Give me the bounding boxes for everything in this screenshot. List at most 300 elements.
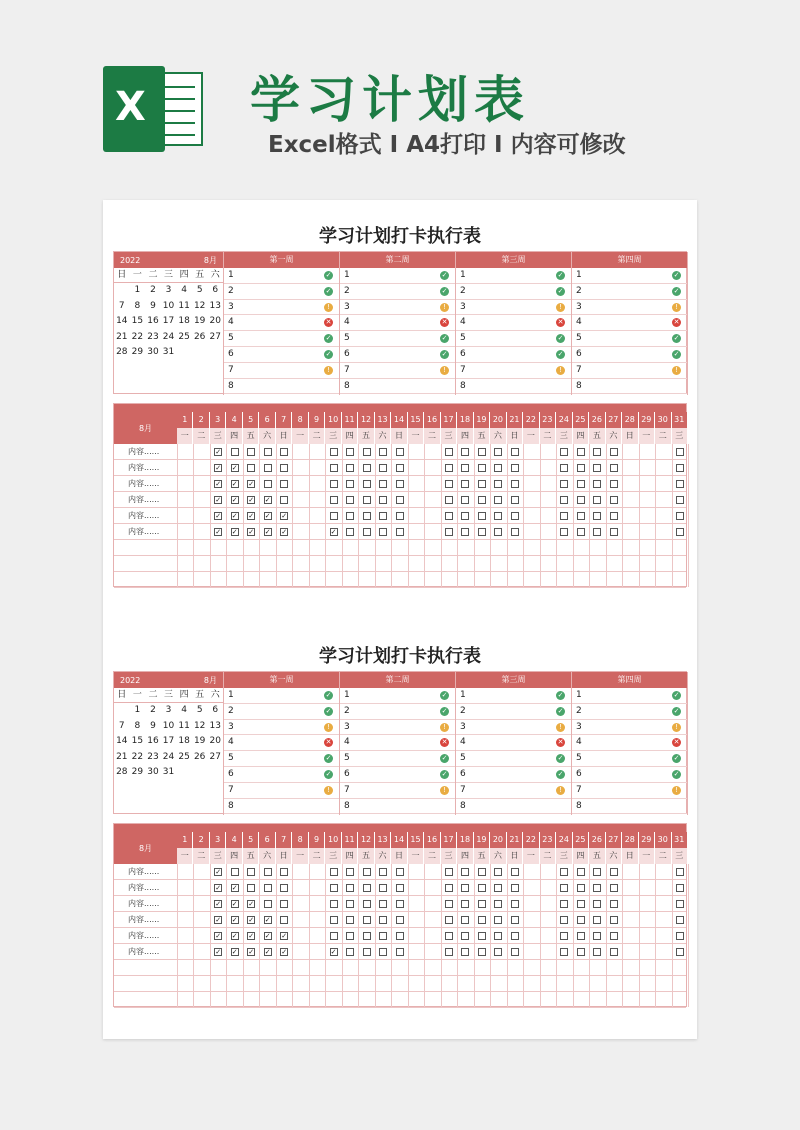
item-number: 7 [344, 784, 350, 795]
checkbox[interactable] [379, 900, 387, 908]
checkbox[interactable] [676, 464, 684, 472]
checkbox[interactable] [330, 900, 338, 908]
checkbox[interactable] [511, 448, 519, 456]
mini-calendar [114, 252, 224, 395]
checkbox[interactable] [396, 480, 404, 488]
checkbox[interactable] [247, 868, 255, 876]
checkbox-checked[interactable]: ✓ [248, 932, 255, 940]
checkbox[interactable] [461, 948, 469, 956]
checkbox[interactable] [330, 464, 338, 472]
checkbox-checked[interactable]: ✓ [215, 884, 222, 892]
checkbox[interactable] [346, 932, 354, 940]
checkbox[interactable] [445, 868, 453, 876]
checkbox[interactable] [396, 932, 404, 940]
calendar-row [114, 299, 223, 315]
checkbox[interactable] [330, 868, 338, 876]
checkbox[interactable] [610, 916, 618, 924]
checkbox[interactable] [511, 916, 519, 924]
checkbox[interactable] [560, 448, 568, 456]
checkbox[interactable] [379, 448, 387, 456]
checkbox[interactable] [478, 528, 486, 536]
grid-divider [193, 444, 194, 587]
checkbox[interactable] [445, 884, 453, 892]
checkbox[interactable] [593, 512, 601, 520]
checkbox[interactable] [560, 512, 568, 520]
checkbox[interactable] [445, 948, 453, 956]
checkbox-checked[interactable]: ✓ [330, 948, 337, 956]
week-item [340, 720, 455, 736]
checkbox[interactable] [610, 528, 618, 536]
checkbox[interactable] [379, 868, 387, 876]
week-item [340, 268, 455, 284]
checkbox-checked[interactable]: ✓ [248, 948, 255, 956]
checkbox-checked[interactable]: ✓ [215, 948, 222, 956]
checkbox[interactable] [511, 496, 519, 504]
checkbox[interactable] [560, 948, 568, 956]
checkbox[interactable] [676, 916, 684, 924]
table-row [114, 976, 686, 992]
checkbox[interactable] [346, 900, 354, 908]
calendar-row [114, 345, 223, 361]
grid-divider [639, 864, 640, 1007]
day-weekday: 日 [391, 428, 407, 444]
checkbox[interactable] [363, 480, 371, 488]
checkbox[interactable] [676, 932, 684, 940]
calendar-day: 20 [209, 736, 221, 746]
checkbox[interactable] [445, 932, 453, 940]
checkbox-checked[interactable]: ✓ [215, 496, 222, 504]
checkbox[interactable] [478, 900, 486, 908]
checkbox[interactable] [396, 496, 404, 504]
checkbox-checked[interactable]: ✓ [248, 496, 255, 504]
checkbox-checked[interactable]: ✓ [248, 512, 255, 520]
week-item [572, 688, 687, 704]
checkbox[interactable] [461, 480, 469, 488]
checkbox[interactable] [610, 480, 618, 488]
checkbox[interactable] [363, 868, 371, 876]
checkbox[interactable] [676, 480, 684, 488]
checkbox[interactable] [560, 884, 568, 892]
checkbox[interactable] [346, 528, 354, 536]
checkbox[interactable] [280, 884, 288, 892]
checkbox[interactable] [494, 932, 502, 940]
checkbox[interactable] [577, 932, 585, 940]
check-icon: ✓ [557, 271, 564, 279]
item-number: 2 [228, 705, 234, 716]
checkbox[interactable] [461, 528, 469, 536]
checkbox[interactable] [610, 496, 618, 504]
checkbox[interactable] [461, 916, 469, 924]
checkbox-checked[interactable]: ✓ [215, 448, 222, 456]
checkbox[interactable] [330, 496, 338, 504]
checkbox[interactable] [610, 948, 618, 956]
checkbox[interactable] [494, 868, 502, 876]
checkbox[interactable] [379, 480, 387, 488]
checkbox[interactable] [610, 900, 618, 908]
checkbox-checked[interactable]: ✓ [215, 464, 222, 472]
checkbox-checked[interactable]: ✓ [330, 528, 337, 536]
checkbox[interactable] [494, 480, 502, 488]
checkbox[interactable] [396, 900, 404, 908]
checkbox[interactable] [494, 916, 502, 924]
checkbox[interactable] [346, 496, 354, 504]
checkbox[interactable] [560, 464, 568, 472]
checkbox[interactable] [577, 496, 585, 504]
checkbox[interactable] [577, 884, 585, 892]
checkbox[interactable] [577, 480, 585, 488]
checkbox-checked[interactable]: ✓ [281, 948, 288, 956]
checkbox[interactable] [511, 884, 519, 892]
checkbox[interactable] [379, 884, 387, 892]
checkbox[interactable] [264, 464, 272, 472]
checkbox[interactable] [593, 948, 601, 956]
item-number: 7 [460, 784, 466, 795]
checkbox[interactable] [330, 884, 338, 892]
checkbox-checked[interactable]: ✓ [248, 528, 255, 536]
checkbox[interactable] [577, 948, 585, 956]
checkbox[interactable] [676, 948, 684, 956]
checkbox-checked[interactable]: ✓ [215, 868, 222, 876]
item-number: 1 [576, 690, 582, 700]
checkbox-checked[interactable]: ✓ [264, 948, 271, 956]
checkbox[interactable] [577, 868, 585, 876]
checkbox[interactable] [676, 448, 684, 456]
checkbox[interactable] [560, 900, 568, 908]
checkbox[interactable] [280, 900, 288, 908]
checkbox[interactable] [280, 496, 288, 504]
checkbox[interactable] [560, 868, 568, 876]
item-number: 7 [228, 784, 234, 795]
checkbox[interactable] [363, 900, 371, 908]
checkbox[interactable] [494, 496, 502, 504]
checkbox[interactable] [577, 528, 585, 536]
checkbox[interactable] [396, 464, 404, 472]
checkbox-checked[interactable]: ✓ [281, 512, 288, 520]
calendar-day: 17 [162, 736, 175, 746]
checkbox[interactable] [577, 448, 585, 456]
checkbox-checked[interactable]: ✓ [215, 480, 222, 488]
item-number: 5 [460, 333, 466, 344]
checkbox[interactable] [478, 448, 486, 456]
warning-icon: ! [556, 366, 565, 375]
checkbox[interactable] [363, 464, 371, 472]
checkbox[interactable] [247, 884, 255, 892]
checkbox[interactable] [346, 512, 354, 520]
weekday-label: 六 [210, 690, 220, 700]
grid-divider [573, 444, 574, 587]
checkbox-checked[interactable]: ✓ [215, 900, 222, 908]
checkbox[interactable] [396, 448, 404, 456]
checkbox[interactable] [511, 528, 519, 536]
checkbox[interactable] [593, 448, 601, 456]
checkbox[interactable] [478, 916, 486, 924]
checkbox[interactable] [346, 480, 354, 488]
checkbox[interactable] [577, 916, 585, 924]
checkbox[interactable] [511, 932, 519, 940]
checkbox[interactable] [330, 916, 338, 924]
checkbox[interactable] [379, 932, 387, 940]
checkbox[interactable] [593, 480, 601, 488]
checkbox[interactable] [610, 512, 618, 520]
checkbox[interactable] [511, 948, 519, 956]
checkbox[interactable] [346, 884, 354, 892]
checkbox[interactable] [445, 900, 453, 908]
checkbox[interactable] [280, 464, 288, 472]
checkbox[interactable] [445, 916, 453, 924]
checkbox[interactable] [264, 900, 272, 908]
checkbox[interactable] [379, 512, 387, 520]
item-number: 2 [228, 285, 234, 296]
checkbox[interactable] [593, 868, 601, 876]
checkbox[interactable] [379, 528, 387, 536]
item-number: 8 [576, 800, 582, 811]
checkbox[interactable] [478, 868, 486, 876]
checkbox[interactable] [264, 868, 272, 876]
checkbox[interactable] [247, 464, 255, 472]
checkbox[interactable] [676, 868, 684, 876]
checkbox[interactable] [494, 464, 502, 472]
checkbox[interactable] [511, 868, 519, 876]
checkbox[interactable] [461, 932, 469, 940]
week-item [224, 783, 339, 799]
checkbox[interactable] [346, 948, 354, 956]
check-icon: ✓ [441, 286, 448, 295]
checkbox[interactable] [330, 480, 338, 488]
checkbox[interactable] [676, 528, 684, 536]
checkbox[interactable] [676, 512, 684, 520]
item-number: 1 [576, 270, 582, 280]
checkbox[interactable] [577, 464, 585, 472]
cross-icon [440, 802, 449, 811]
checkbox[interactable] [494, 884, 502, 892]
week-item [340, 751, 455, 767]
calendar-weekdays [114, 268, 223, 283]
checkbox[interactable] [494, 512, 502, 520]
checkbox[interactable] [560, 932, 568, 940]
grid-divider [507, 864, 508, 1007]
checkbox[interactable] [676, 900, 684, 908]
checkbox-checked[interactable]: ✓ [215, 512, 222, 520]
checkbox[interactable] [511, 512, 519, 520]
checkbox[interactable] [593, 464, 601, 472]
checkbox-checked[interactable]: ✓ [248, 916, 255, 924]
checkbox[interactable] [593, 900, 601, 908]
checkbox[interactable] [445, 464, 453, 472]
checkbox[interactable] [363, 528, 371, 536]
checkbox[interactable] [577, 900, 585, 908]
checkbox[interactable] [379, 496, 387, 504]
checkbox[interactable] [330, 512, 338, 520]
checkbox[interactable] [610, 868, 618, 876]
day-number: 16 [424, 832, 440, 848]
checkbox[interactable] [396, 868, 404, 876]
checkbox[interactable] [264, 480, 272, 488]
checkbox[interactable] [346, 448, 354, 456]
checkbox[interactable] [593, 932, 601, 940]
grid-divider [424, 444, 425, 587]
checkbox-checked[interactable]: ✓ [264, 528, 271, 536]
checkbox[interactable] [396, 916, 404, 924]
week-item [224, 735, 339, 751]
checkbox[interactable] [494, 900, 502, 908]
checkbox[interactable] [346, 868, 354, 876]
checkbox-checked[interactable]: ✓ [281, 528, 288, 536]
checkbox-checked[interactable]: ✓ [231, 916, 238, 924]
calendar-row [114, 734, 223, 750]
checkbox[interactable] [280, 480, 288, 488]
checkbox-checked[interactable]: ✓ [248, 480, 255, 488]
checkbox[interactable] [461, 868, 469, 876]
day-number: 21 [507, 412, 523, 428]
checkbox[interactable] [478, 496, 486, 504]
day-number: 19 [474, 412, 490, 428]
checkbox[interactable] [445, 448, 453, 456]
checkbox-checked[interactable]: ✓ [248, 900, 255, 908]
checkbox[interactable] [478, 884, 486, 892]
checkbox[interactable] [396, 884, 404, 892]
checkbox[interactable] [363, 512, 371, 520]
checkbox[interactable] [280, 916, 288, 924]
checkbox[interactable] [280, 448, 288, 456]
grid-divider [474, 444, 475, 587]
checkbox[interactable] [577, 512, 585, 520]
checkbox[interactable] [379, 948, 387, 956]
checkbox[interactable] [247, 448, 255, 456]
calendar-day: 10 [162, 300, 175, 311]
checkbox[interactable] [494, 448, 502, 456]
checkbox-checked[interactable]: ✓ [264, 916, 271, 924]
checkbox-checked[interactable]: ✓ [231, 480, 238, 488]
table-row [114, 476, 686, 492]
checkbox[interactable] [346, 464, 354, 472]
grid-month-label: 8月 [114, 832, 177, 864]
checkbox[interactable] [478, 512, 486, 520]
calendar-day: 26 [193, 331, 206, 342]
checkbox[interactable] [445, 480, 453, 488]
checkbox[interactable] [461, 884, 469, 892]
checkbox[interactable] [593, 916, 601, 924]
checkbox[interactable] [330, 932, 338, 940]
checkbox-checked[interactable]: ✓ [231, 496, 238, 504]
calendar-weekdays [114, 688, 223, 703]
checkbox[interactable] [610, 932, 618, 940]
grid-divider [490, 864, 491, 1007]
item-number: 7 [344, 364, 350, 375]
checkbox[interactable] [478, 932, 486, 940]
checkbox[interactable] [676, 496, 684, 504]
checkbox[interactable] [676, 884, 684, 892]
checkbox[interactable] [379, 464, 387, 472]
checkbox[interactable] [396, 528, 404, 536]
checkbox-checked[interactable]: ✓ [215, 932, 222, 940]
row-label: 内容...... [128, 883, 160, 892]
checkbox[interactable] [363, 948, 371, 956]
calendar-day [114, 703, 130, 719]
checkbox[interactable] [610, 464, 618, 472]
checkbox[interactable] [593, 528, 601, 536]
checkbox[interactable] [478, 480, 486, 488]
checkbox[interactable] [610, 448, 618, 456]
checkbox[interactable] [511, 464, 519, 472]
checkbox[interactable] [363, 884, 371, 892]
item-number: 2 [344, 705, 350, 716]
checkbox-checked[interactable]: ✓ [231, 512, 238, 520]
checkbox-checked[interactable]: ✓ [231, 884, 238, 892]
checkbox[interactable] [478, 464, 486, 472]
checkbox[interactable] [511, 900, 519, 908]
checkbox[interactable] [363, 916, 371, 924]
checkbox-checked[interactable]: ✓ [231, 464, 238, 472]
checkbox[interactable] [560, 496, 568, 504]
grid-divider [226, 444, 227, 587]
checkbox[interactable] [231, 868, 239, 876]
checkbox-checked[interactable]: ✓ [264, 496, 271, 504]
week-item [340, 688, 455, 704]
grid-divider [655, 864, 656, 1007]
checkbox[interactable] [363, 932, 371, 940]
checkbox[interactable] [396, 512, 404, 520]
grid-header [114, 412, 686, 444]
checkbox-checked[interactable]: ✓ [281, 932, 288, 940]
day-number: 12 [358, 832, 374, 848]
checkbox[interactable] [231, 448, 239, 456]
checkbox[interactable] [346, 916, 354, 924]
checkbox-checked[interactable]: ✓ [264, 932, 271, 940]
checkbox[interactable] [494, 948, 502, 956]
checkbox[interactable] [461, 496, 469, 504]
checkbox[interactable] [330, 448, 338, 456]
checkbox[interactable] [560, 528, 568, 536]
checkbox[interactable] [445, 528, 453, 536]
checkbox[interactable] [264, 448, 272, 456]
checkbox[interactable] [494, 528, 502, 536]
checkbox-checked[interactable]: ✓ [231, 948, 238, 956]
checkbox[interactable] [593, 884, 601, 892]
checkbox[interactable] [461, 512, 469, 520]
checkbox-checked[interactable]: ✓ [231, 528, 238, 536]
checkbox-checked[interactable]: ✓ [231, 932, 238, 940]
calendar-day: 4 [181, 285, 187, 295]
checkbox[interactable] [511, 480, 519, 488]
checkbox[interactable] [363, 448, 371, 456]
checkbox-checked[interactable]: ✓ [264, 512, 271, 520]
checkbox[interactable] [379, 916, 387, 924]
checkbox[interactable] [461, 900, 469, 908]
checkbox[interactable] [593, 496, 601, 504]
checkbox[interactable] [445, 512, 453, 520]
checkbox[interactable] [280, 868, 288, 876]
checkbox[interactable] [461, 448, 469, 456]
checkbox[interactable] [396, 948, 404, 956]
checkbox-checked[interactable]: ✓ [215, 528, 222, 536]
table-row [114, 896, 686, 912]
checkbox[interactable] [610, 884, 618, 892]
checkbox[interactable] [363, 496, 371, 504]
checkbox[interactable] [560, 916, 568, 924]
checkbox[interactable] [461, 464, 469, 472]
checkbox[interactable] [560, 480, 568, 488]
grid-days [177, 832, 686, 864]
checkbox-checked[interactable]: ✓ [215, 916, 222, 924]
checkbox[interactable] [445, 496, 453, 504]
day-weekday: 日 [391, 848, 407, 864]
checkbox[interactable] [264, 884, 272, 892]
checkbox[interactable] [478, 948, 486, 956]
checkbox-checked[interactable]: ✓ [231, 900, 238, 908]
row-label: 内容...... [128, 527, 160, 536]
cross-icon: ✕ [325, 738, 332, 747]
day-weekday: 日 [622, 428, 638, 444]
